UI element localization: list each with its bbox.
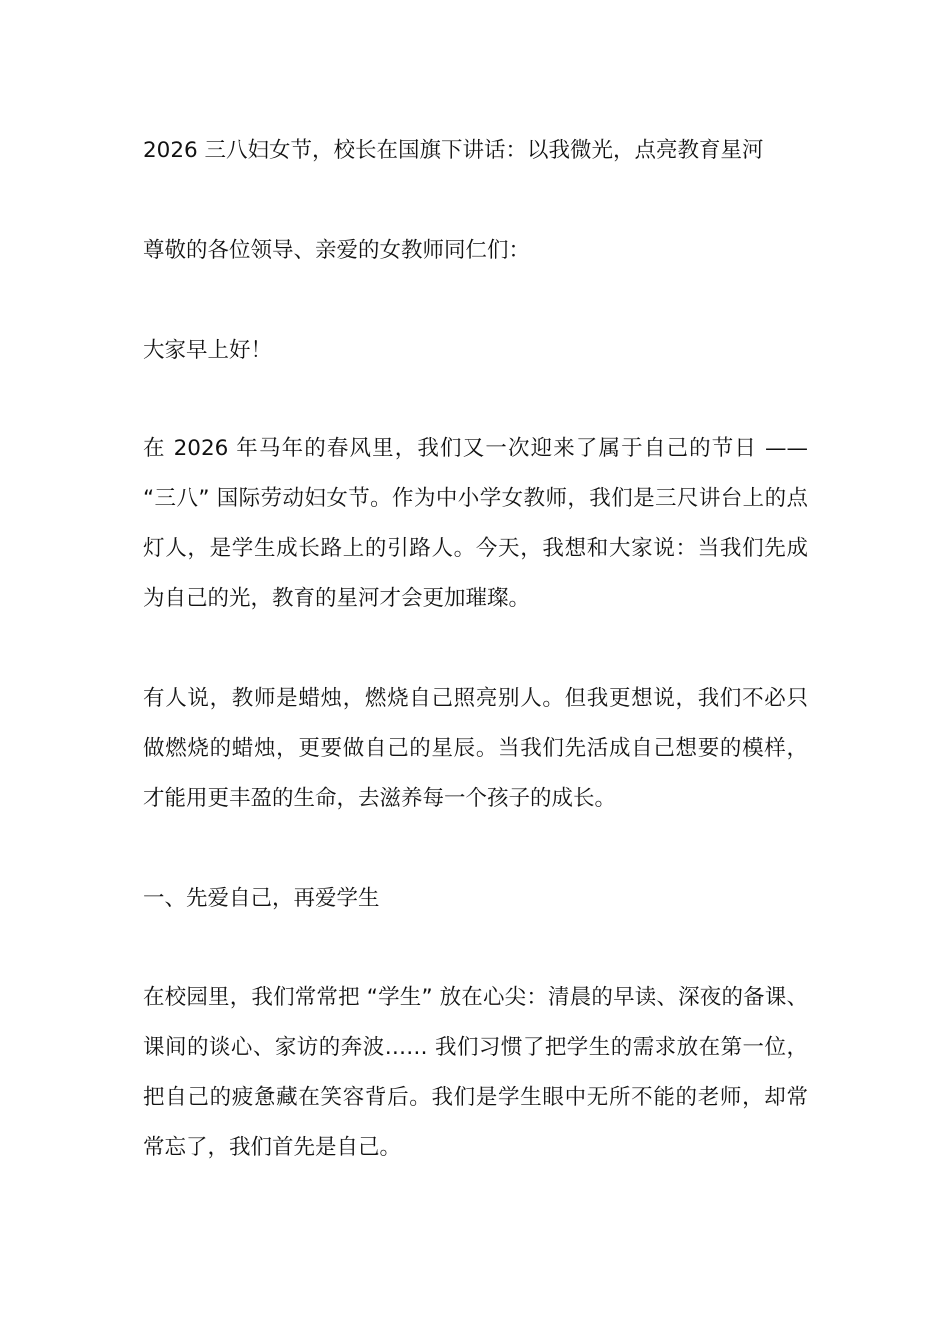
paragraph-1: 在 2026 年马年的春风里，我们又一次迎来了属于自己的节日 —— “三八” 国际劳动妇女节。作为中小学女教师，我们是三尺讲台上的点灯人，是学生成长路上的引路人。今天，我想和大家说：当我们先成为自己的光，教育的星河才会更加璀璨。: [143, 436, 808, 611]
paragraph-3: 在校园里，我们常常把 “学生” 放在心尖：清晨的早读、深夜的备课、课间的谈心、家访的奔波…… 我们习惯了把学生的需求放在第一位，把自己的疲惫藏在笑容背后。我们是学生眼中无所不能的老师，却常常忘了，我们首先是自己。: [143, 985, 808, 1160]
section-heading-1: 一、先爱自己，再爱学生: [143, 886, 380, 911]
greeting: 大家早上好！: [143, 338, 273, 363]
paragraph-2: 有人说，教师是蜡烛，燃烧自己照亮别人。但我更想说，我们不必只做燃烧的蜡烛，更要做自己的星辰。当我们先活成自己想要的模样，才能用更丰盈的生命，去滋养每一个孩子的成长。: [143, 686, 808, 811]
document-title: 2026 三八妇女节，校长在国旗下讲话：以我微光，点亮教育星河: [143, 138, 764, 163]
salutation: 尊敬的各位领导、亲爱的女教师同仁们：: [143, 238, 531, 263]
